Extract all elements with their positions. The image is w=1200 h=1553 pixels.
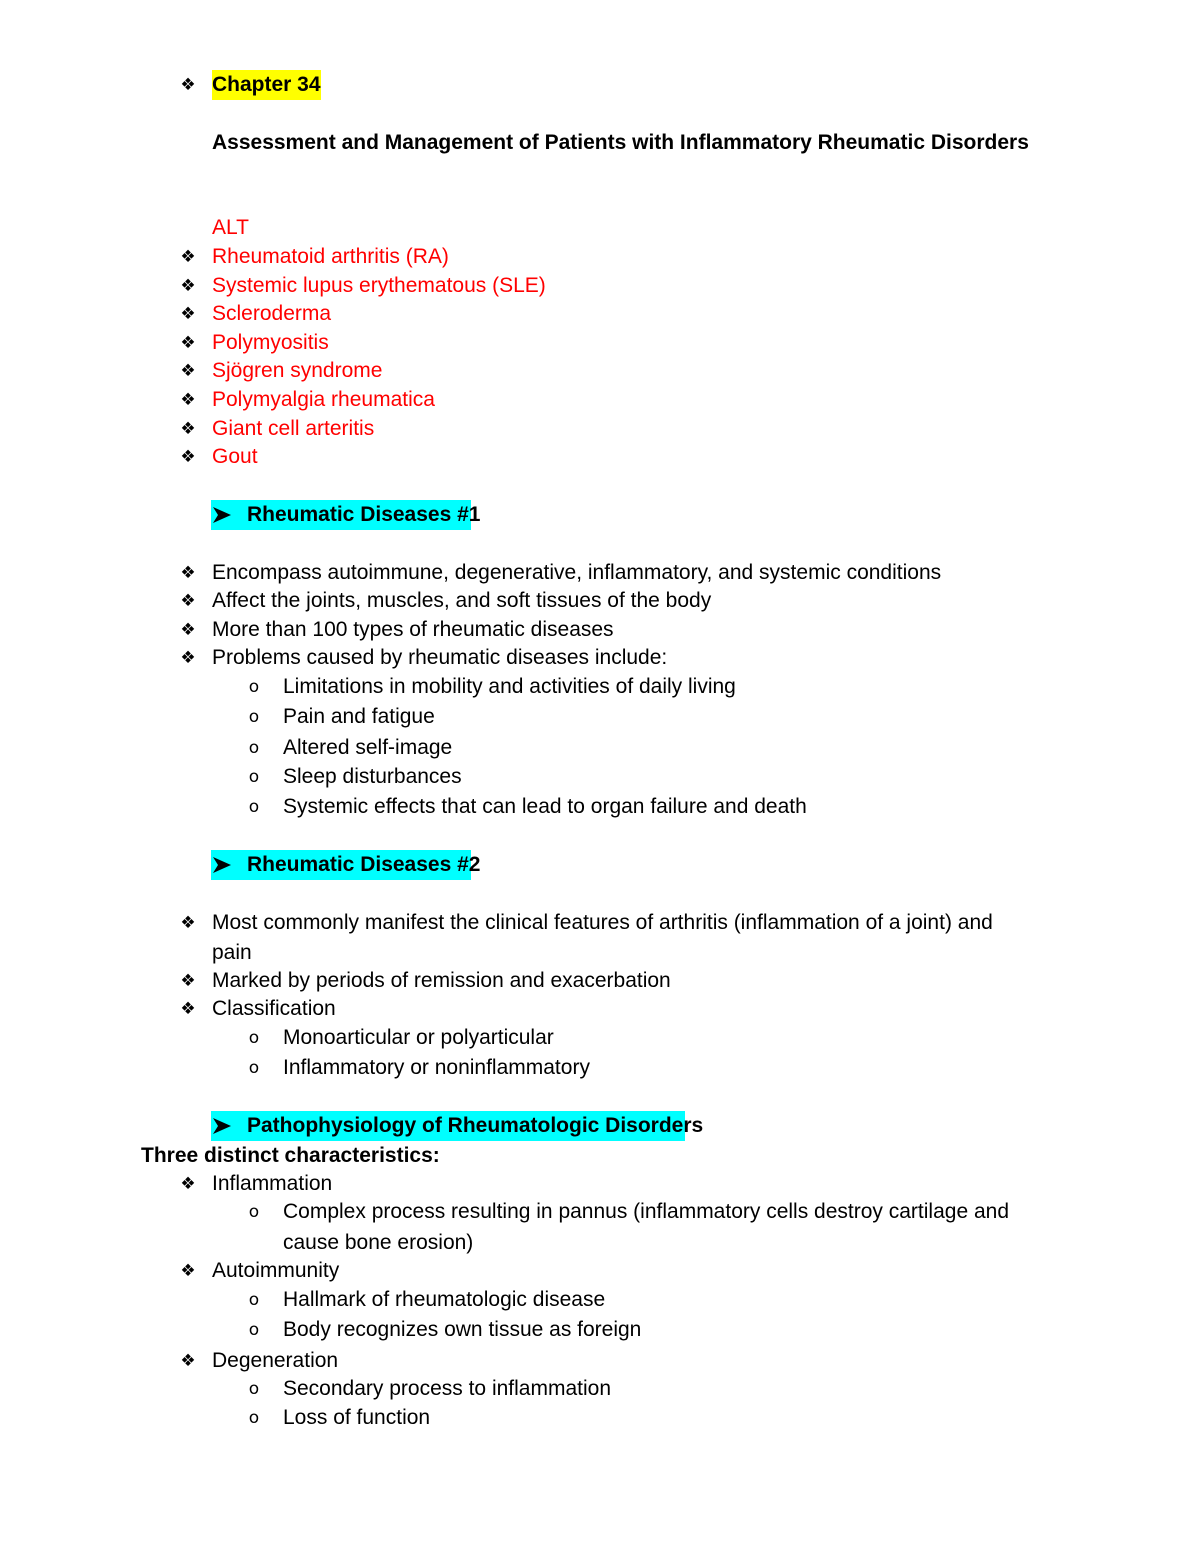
document-title: Assessment and Management of Patients with Inflammatory Rheumatic Disorders (212, 131, 1029, 154)
bullet-text: Inflammation (212, 1172, 333, 1195)
bullet-text: Marked by periods of remission and exacerbation (212, 969, 671, 992)
section-heading-label: Pathophysiology of Rheumatologic Disorders (247, 1114, 704, 1137)
disorder-label: Rheumatoid arthritis (RA) (212, 245, 449, 268)
arrow-bullet-icon (212, 850, 234, 880)
sub-bullet-text: Loss of function (283, 1406, 431, 1429)
circle-bullet-icon: o (248, 1320, 260, 1340)
diamond-bullet-icon: ❖ (180, 333, 196, 353)
diamond-bullet-icon: ❖ (180, 971, 196, 991)
diamond-bullet-icon: ❖ (180, 361, 196, 381)
sub-bullet-text: Monoarticular or polyarticular (283, 1026, 554, 1049)
bullet-text: Affect the joints, muscles, and soft tissues of the body (212, 589, 712, 612)
diamond-bullet-icon: ❖ (180, 447, 196, 467)
circle-bullet-icon: o (248, 1408, 260, 1428)
disorder-label: Scleroderma (212, 302, 332, 325)
arrow-bullet-icon (212, 1111, 234, 1141)
diamond-bullet-icon: ❖ (180, 390, 196, 410)
sub-bullet-text: Altered self-image (283, 736, 453, 759)
disorder-label: Polymyalgia rheumatica (212, 388, 435, 411)
disorder-label: Sjögren syndrome (212, 359, 383, 382)
diamond-bullet-icon: ❖ (180, 563, 196, 583)
diamond-bullet-icon: ❖ (180, 648, 196, 668)
diamond-bullet-icon: ❖ (180, 419, 196, 439)
bullet-text: Classification (212, 997, 336, 1020)
circle-bullet-icon: o (248, 677, 260, 697)
bullet-text: Encompass autoimmune, degenerative, inflammatory, and systemic conditions (212, 561, 942, 584)
diamond-bullet-icon: ❖ (180, 591, 196, 611)
sub-bullet-text: Pain and fatigue (283, 705, 435, 728)
disorder-label: Gout (212, 445, 258, 468)
diamond-bullet-icon: ❖ (180, 1174, 196, 1194)
circle-bullet-icon: o (248, 1058, 260, 1078)
bullet-text: More than 100 types of rheumatic diseases (212, 618, 614, 641)
diamond-bullet-icon: ❖ (180, 1351, 196, 1371)
circle-bullet-icon: o (248, 738, 260, 758)
alt-label: ALT (212, 216, 249, 239)
sub-bullet-text: Hallmark of rheumatologic disease (283, 1288, 606, 1311)
circle-bullet-icon: o (248, 1202, 260, 1222)
diamond-bullet-icon: ❖ (180, 75, 196, 95)
diamond-bullet-icon: ❖ (180, 247, 196, 267)
bullet-text: Autoimmunity (212, 1259, 340, 1282)
section-heading-label: Rheumatic Diseases #1 (247, 503, 481, 526)
circle-bullet-icon: o (248, 1028, 260, 1048)
sub-bullet-text: Systemic effects that can lead to organ failure and death (283, 795, 807, 818)
sub-bullet-text: Sleep disturbances (283, 765, 462, 788)
bullet-text: Most commonly manifest the clinical features of arthritis (inflammation of a joint) and (212, 911, 993, 934)
bullet-text: Problems caused by rheumatic diseases include: (212, 646, 668, 669)
circle-bullet-icon: o (248, 1290, 260, 1310)
circle-bullet-icon: o (248, 797, 260, 817)
diamond-bullet-icon: ❖ (180, 276, 196, 296)
arrow-bullet-icon (212, 500, 234, 530)
circle-bullet-icon: o (248, 707, 260, 727)
sub-bullet-text: Inflammatory or noninflammatory (283, 1056, 590, 1079)
disorder-label: Giant cell arteritis (212, 417, 375, 440)
diamond-bullet-icon: ❖ (180, 999, 196, 1019)
disorder-label: Systemic lupus erythematous (SLE) (212, 274, 546, 297)
section-heading-label: Rheumatic Diseases #2 (247, 853, 481, 876)
sub-bullet-text: Limitations in mobility and activities of daily living (283, 675, 736, 698)
circle-bullet-icon: o (248, 1379, 260, 1399)
diamond-bullet-icon: ❖ (180, 620, 196, 640)
diamond-bullet-icon: ❖ (180, 1261, 196, 1281)
circle-bullet-icon: o (248, 767, 260, 787)
sub-bullet-text: Secondary process to inflammation (283, 1377, 611, 1400)
intro-text: Three distinct characteristics: (141, 1144, 440, 1167)
disorder-label: Polymyositis (212, 331, 329, 354)
sub-bullet-text: cause bone erosion) (283, 1231, 474, 1254)
bullet-text: pain (212, 941, 252, 964)
chapter-label: Chapter 34 (212, 70, 321, 100)
sub-bullet-text: Body recognizes own tissue as foreign (283, 1318, 642, 1341)
diamond-bullet-icon: ❖ (180, 304, 196, 324)
bullet-text: Degeneration (212, 1349, 339, 1372)
sub-bullet-text: Complex process resulting in pannus (inflammatory cells destroy cartilage and (283, 1200, 1009, 1223)
diamond-bullet-icon: ❖ (180, 913, 196, 933)
